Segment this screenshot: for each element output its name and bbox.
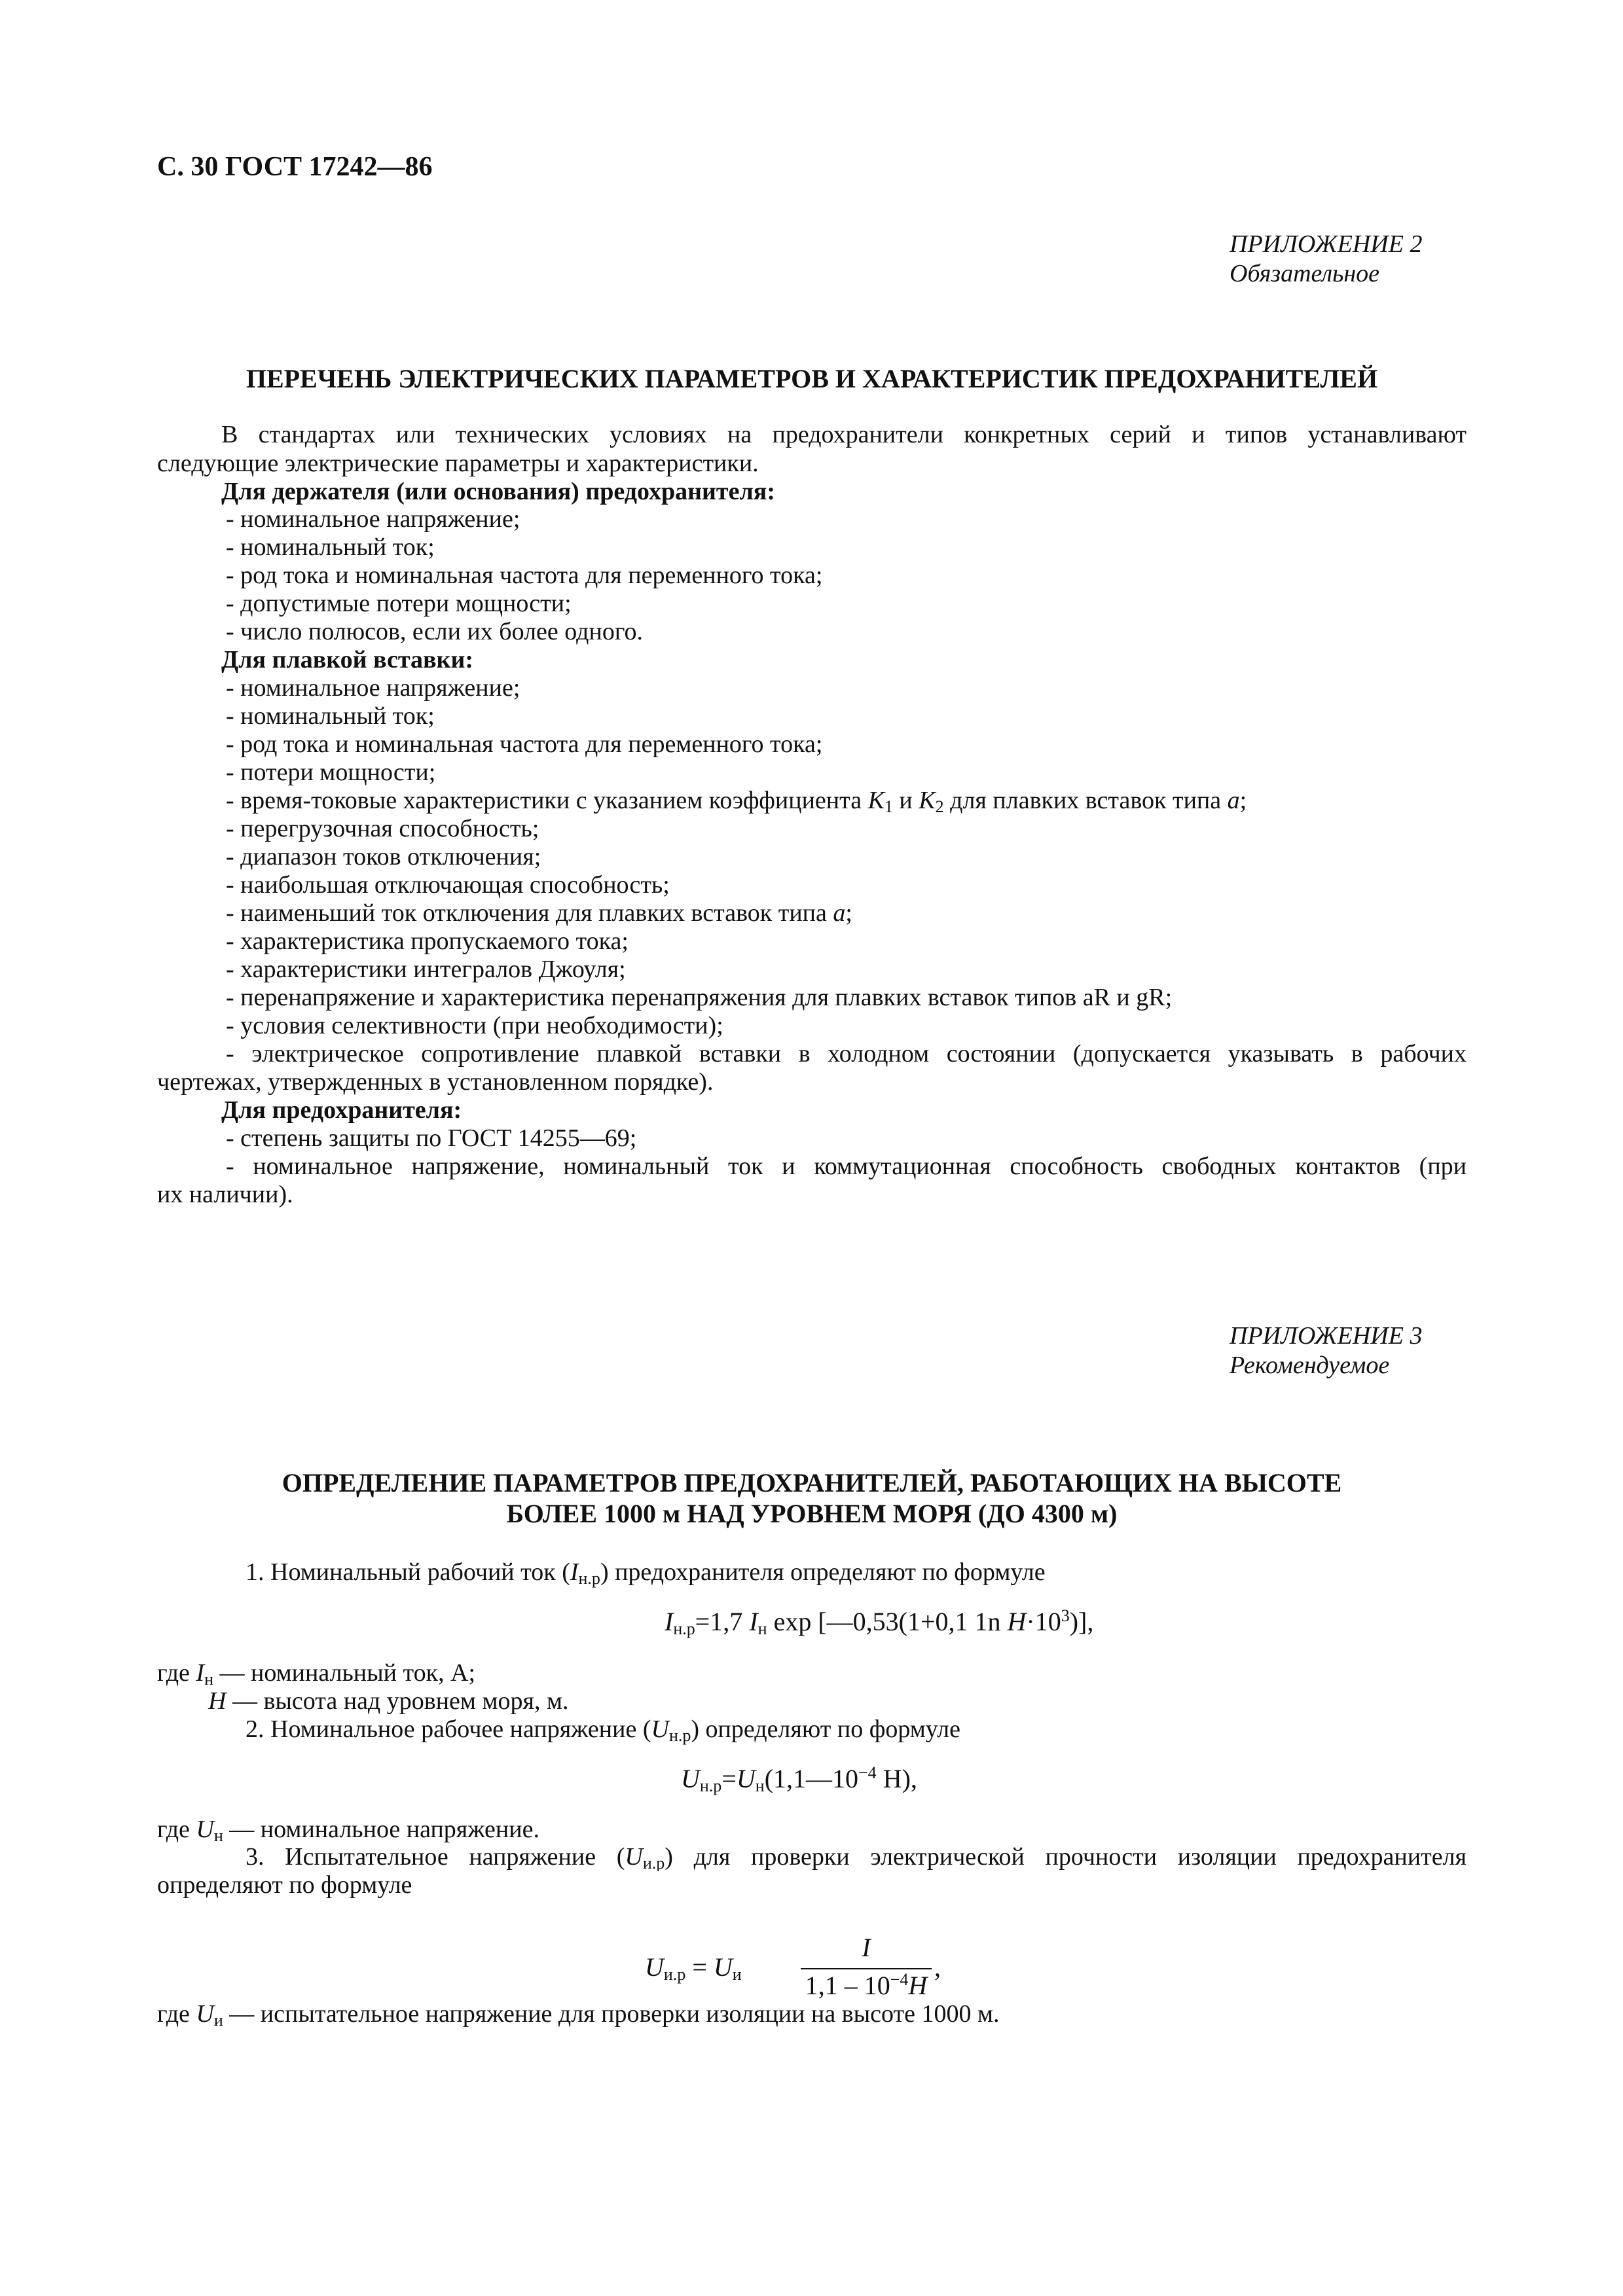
fraction-numerator: I	[862, 1933, 871, 1962]
appendix2-title: ПЕРЕЧЕНЬ ЭЛЕКТРИЧЕСКИХ ПАРАМЕТРОВ И ХАРАКТЕРИСТИК ПРЕДОХРАНИТЕЛЕЙ	[246, 364, 1378, 393]
fraction-denominator: $1,1 - 10^{-4}H$	[805, 1970, 928, 2000]
appendix3-title-line2: БОЛЕЕ 1000 м НАД УРОВНЕМ МОРЯ (ДО 4300 м)	[506, 1499, 1118, 1528]
fuse-link-item: - характеристики интегралов Джоуля;	[226, 956, 626, 983]
appendix3-title-line1: ОПРЕДЕЛЕНИЕ ПАРАМЕТРОВ ПРЕДОХРАНИТЕЛЕЙ, РАБОТАЮЩИХ НА ВЫСОТЕ	[282, 1468, 1342, 1498]
where-current: где $I_н$ — номинальный ток, А;	[157, 1659, 476, 1689]
paragraph-3-line1: 3. Испытательное напряжение $(U_{и.р})$ для проверки электрической прочности изоляции предохранителя	[246, 1843, 1467, 1871]
holder-item: - род тока и номинальная частота для переменного тока;	[226, 562, 823, 589]
appendix2-status: Обязательное	[1230, 260, 1380, 287]
fuse-heading: Для предохранителя:	[221, 1096, 462, 1124]
paragraph-2: 2. Номинальное рабочее напряжение $(U_{н.р})$ определяют по формуле	[246, 1715, 960, 1745]
fuse-link-item: - номинальный ток;	[226, 702, 435, 730]
holder-item: - номинальное напряжение;	[226, 505, 520, 533]
fuse-link-item-min-breaking: - наименьший ток отключения для плавких вставок типа a;	[226, 899, 852, 927]
fuse-link-heading: Для плавкой вставки:	[221, 646, 473, 673]
fuse-link-item: - род тока и номинальная частота для переменного тока;	[226, 730, 823, 758]
appendix2-intro-line2: следующие электрические параметры и характеристики.	[157, 450, 759, 477]
fuse-link-item: - условия селективности (при необходимости);	[226, 1012, 723, 1039]
appendix2-label: ПРИЛОЖЕНИЕ 2	[1230, 230, 1423, 258]
fuse-link-item: - номинальное напряжение;	[226, 674, 520, 702]
formula-rated-voltage: $U_{н.р}=U_н(1,1—10^{-4}$ Н),	[681, 1763, 917, 1795]
fuse-link-item: - перегрузочная способность;	[226, 815, 539, 842]
fuse-link-item-resistance-line1: - электрическое сопротивление плавкой вставки в холодном состоянии (допускается указывать в рабочих	[226, 1040, 1467, 1067]
fuse-link-item: - потери мощности;	[226, 759, 436, 786]
fuse-link-item: - наибольшая отключающая способность;	[226, 871, 670, 899]
appendix3-label: ПРИЛОЖЕНИЕ 3	[1230, 1322, 1423, 1350]
fuse-item-contacts-line1: - номинальное напряжение, номинальный ток и коммутационная способность свободных контактов (при	[226, 1153, 1467, 1180]
holder-heading: Для держателя (или основания) предохранителя:	[221, 478, 775, 505]
appendix3-status: Рекомендуемое	[1230, 1352, 1390, 1379]
fraction	[801, 1933, 932, 2009]
holder-item: - номинальный ток;	[226, 533, 435, 561]
fuse-item-contacts-line2: их наличии).	[157, 1181, 293, 1208]
appendix2-intro-line1: В стандартах или технических условиях на предохранители конкретных серий и типов устанавливают	[221, 421, 1467, 448]
holder-item: - допустимые потери мощности;	[226, 590, 572, 617]
holder-item: - число полюсов, если их более одного.	[226, 618, 643, 645]
where-test-voltage: где $U_и$ — испытательное напряжение для проверки изоляции на высоте 1000 м.	[157, 2000, 1000, 2030]
fuse-link-item: - перенапряжение и характеристика перенапряжения для плавких вставок типов aR и gR;	[226, 984, 1173, 1011]
page-header: С. 30 ГОСТ 17242—86	[157, 152, 433, 182]
fuse-link-item: - диапазон токов отключения;	[226, 843, 541, 870]
paragraph-3-line2: определяют по формуле	[157, 1871, 412, 1899]
where-height: H — высота над уровнем моря, м.	[208, 1687, 569, 1715]
fuse-link-item-resistance-line2: чертежах, утвержденных в установленном порядке).	[157, 1068, 714, 1096]
fuse-link-item-time-current: - время-токовые характеристики с указанием коэффициента $K_1$ и $K_2$ для плавких вставок типа a;	[226, 787, 1247, 816]
formula-rated-current: $I_{н.р}=1,7$ $I_н$ exp [—0,53(1+0,1 1n $H\cdot 10^3$)],	[665, 1606, 1094, 1638]
where-voltage: где $U_н$ — номинальное напряжение.	[157, 1816, 539, 1845]
paragraph-1: 1. Номинальный рабочий ток $(I_{н.р})$ предохранителя определяют по формуле	[246, 1558, 1046, 1588]
fuse-link-item: - характеристика пропускаемого тока;	[226, 927, 629, 955]
fraction-bar	[801, 1968, 932, 1969]
fuse-item: - степень защиты по ГОСТ 14255—69;	[226, 1124, 637, 1152]
